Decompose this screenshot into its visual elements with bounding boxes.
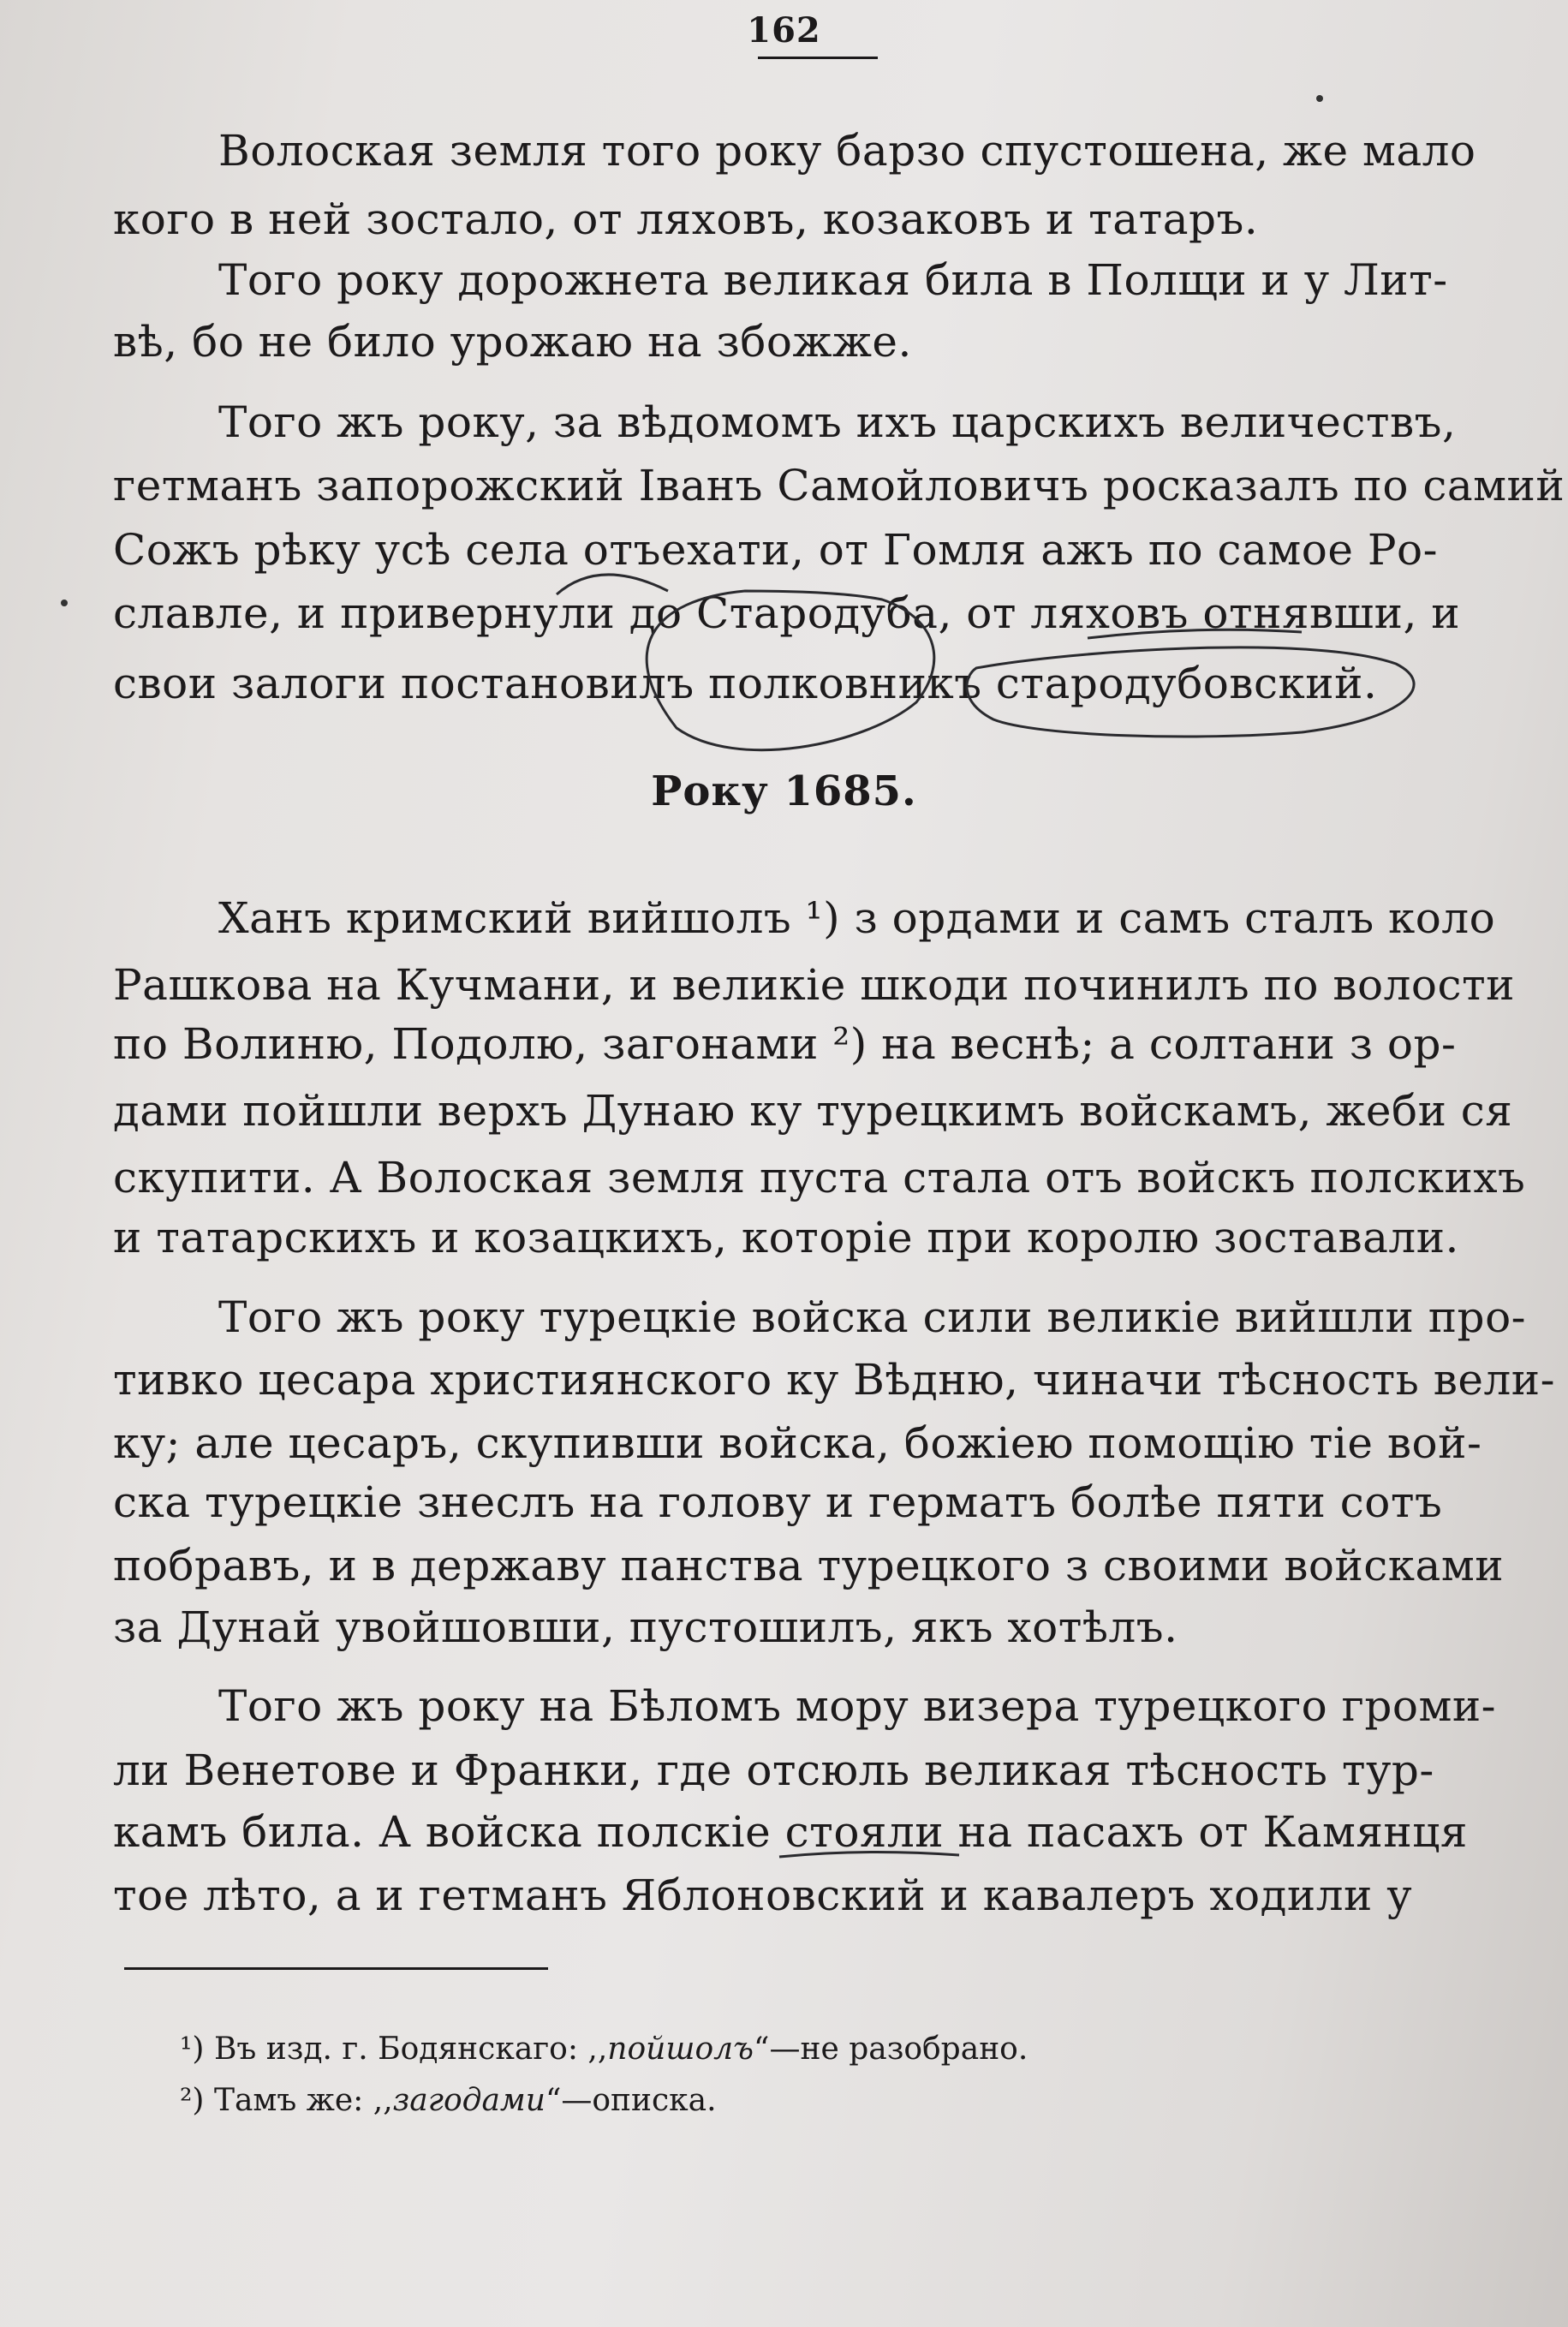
text-line: за Дунай увойшовши, пустошилъ, якъ хотѣлъ. (113, 1602, 1178, 1652)
footnote (180, 2082, 717, 2120)
footnote-marker: ²) (180, 2083, 205, 2118)
footnote (180, 2031, 1028, 2068)
text-line: Того року дорожнета великая била в Полщи и у Лит- (218, 255, 1448, 305)
text-line: тое лѣто, а и гетманъ Яблоновский и кавалеръ ходили у (113, 1871, 1413, 1920)
text-line: по Волиню, Подолю, загонами ²) на веснѣ; а солтани з ор- (113, 1019, 1457, 1069)
text-line: и татарскихъ и козацкихъ, которіе при королю зоставали. (113, 1213, 1459, 1262)
text-line: камъ била. А войска полскіе стояли на пасахъ от Камянця (113, 1807, 1468, 1857)
page-number: 162 (747, 10, 821, 51)
text-line: Волоская земля того року барзо спустошена, же мало (218, 126, 1476, 176)
text-line: скупити. А Волоская земля пуста стала отъ войскъ полскихъ (113, 1153, 1526, 1202)
text-line: свои залоги постановилъ полковникъ стародубовский. (113, 659, 1378, 708)
text-line: Того жъ року на Бѣломъ мору визера турецкого громи- (218, 1681, 1497, 1731)
footnote-prefix: Въ изд. г. Бодянскаго: ,, (213, 2032, 608, 2067)
footnote-term: загодами (392, 2083, 546, 2118)
text-line: Сожъ рѣку усѣ села отъехати, от Гомля ажъ по самое Ро- (113, 525, 1438, 575)
footnote-divider (124, 1967, 548, 1970)
section-heading: Року 1685. (651, 767, 917, 815)
footnote-suffix: “—не разобрано. (754, 2032, 1028, 2067)
text-line: дами пойшли верхъ Дунаю ку турецкимъ войскамъ, жеби ся (113, 1086, 1513, 1136)
text-line: Того жъ року, за вѣдомомъ ихъ царскихъ величествъ, (218, 397, 1457, 447)
footnote-term: пойшолъ (607, 2032, 754, 2067)
footnote-suffix: “—описка. (545, 2083, 717, 2118)
text-line: тивко цесара християнского ку Вѣдню, чиначи тѣсность вели- (113, 1355, 1556, 1405)
footnote-prefix: Тамъ же: ,, (213, 2083, 393, 2118)
text-line: Ханъ кримский вийшолъ ¹) з ордами и самъ сталъ коло (218, 893, 1496, 943)
ink-dot (61, 600, 68, 606)
text-line: ли Венетове и Франки, где отсюль великая тѣсность тур- (113, 1745, 1434, 1795)
text-line: ку; але цесаръ, скупивши войска, божіею помощію тіе вой- (113, 1418, 1482, 1468)
text-line: ска турецкіе знеслъ на голову и герматъ болѣе пяти сотъ (113, 1477, 1443, 1527)
text-line: кого в ней зостало, от ляховъ, козаковъ и татаръ. (113, 194, 1259, 244)
page-number-underline (758, 57, 878, 59)
text-line: гетманъ запорожский Іванъ Самойловичъ росказалъ по самий (113, 461, 1565, 510)
text-line: славле, и привернули до Стародуба, от ляховъ отнявши, и (113, 588, 1461, 638)
text-line: побравъ, и в державу панства турецкого з своими войсками (113, 1541, 1505, 1590)
text-line: Рашкова на Кучмани, и великіе шкоди починилъ по волости (113, 960, 1515, 1010)
footnote-marker: ¹) (180, 2032, 205, 2067)
text-line: Того жъ року турецкіе войска сили великіе вийшли про- (218, 1292, 1527, 1342)
ink-dot (1316, 95, 1323, 102)
text-line: вѣ, бо не било урожаю на збожже. (113, 317, 912, 367)
